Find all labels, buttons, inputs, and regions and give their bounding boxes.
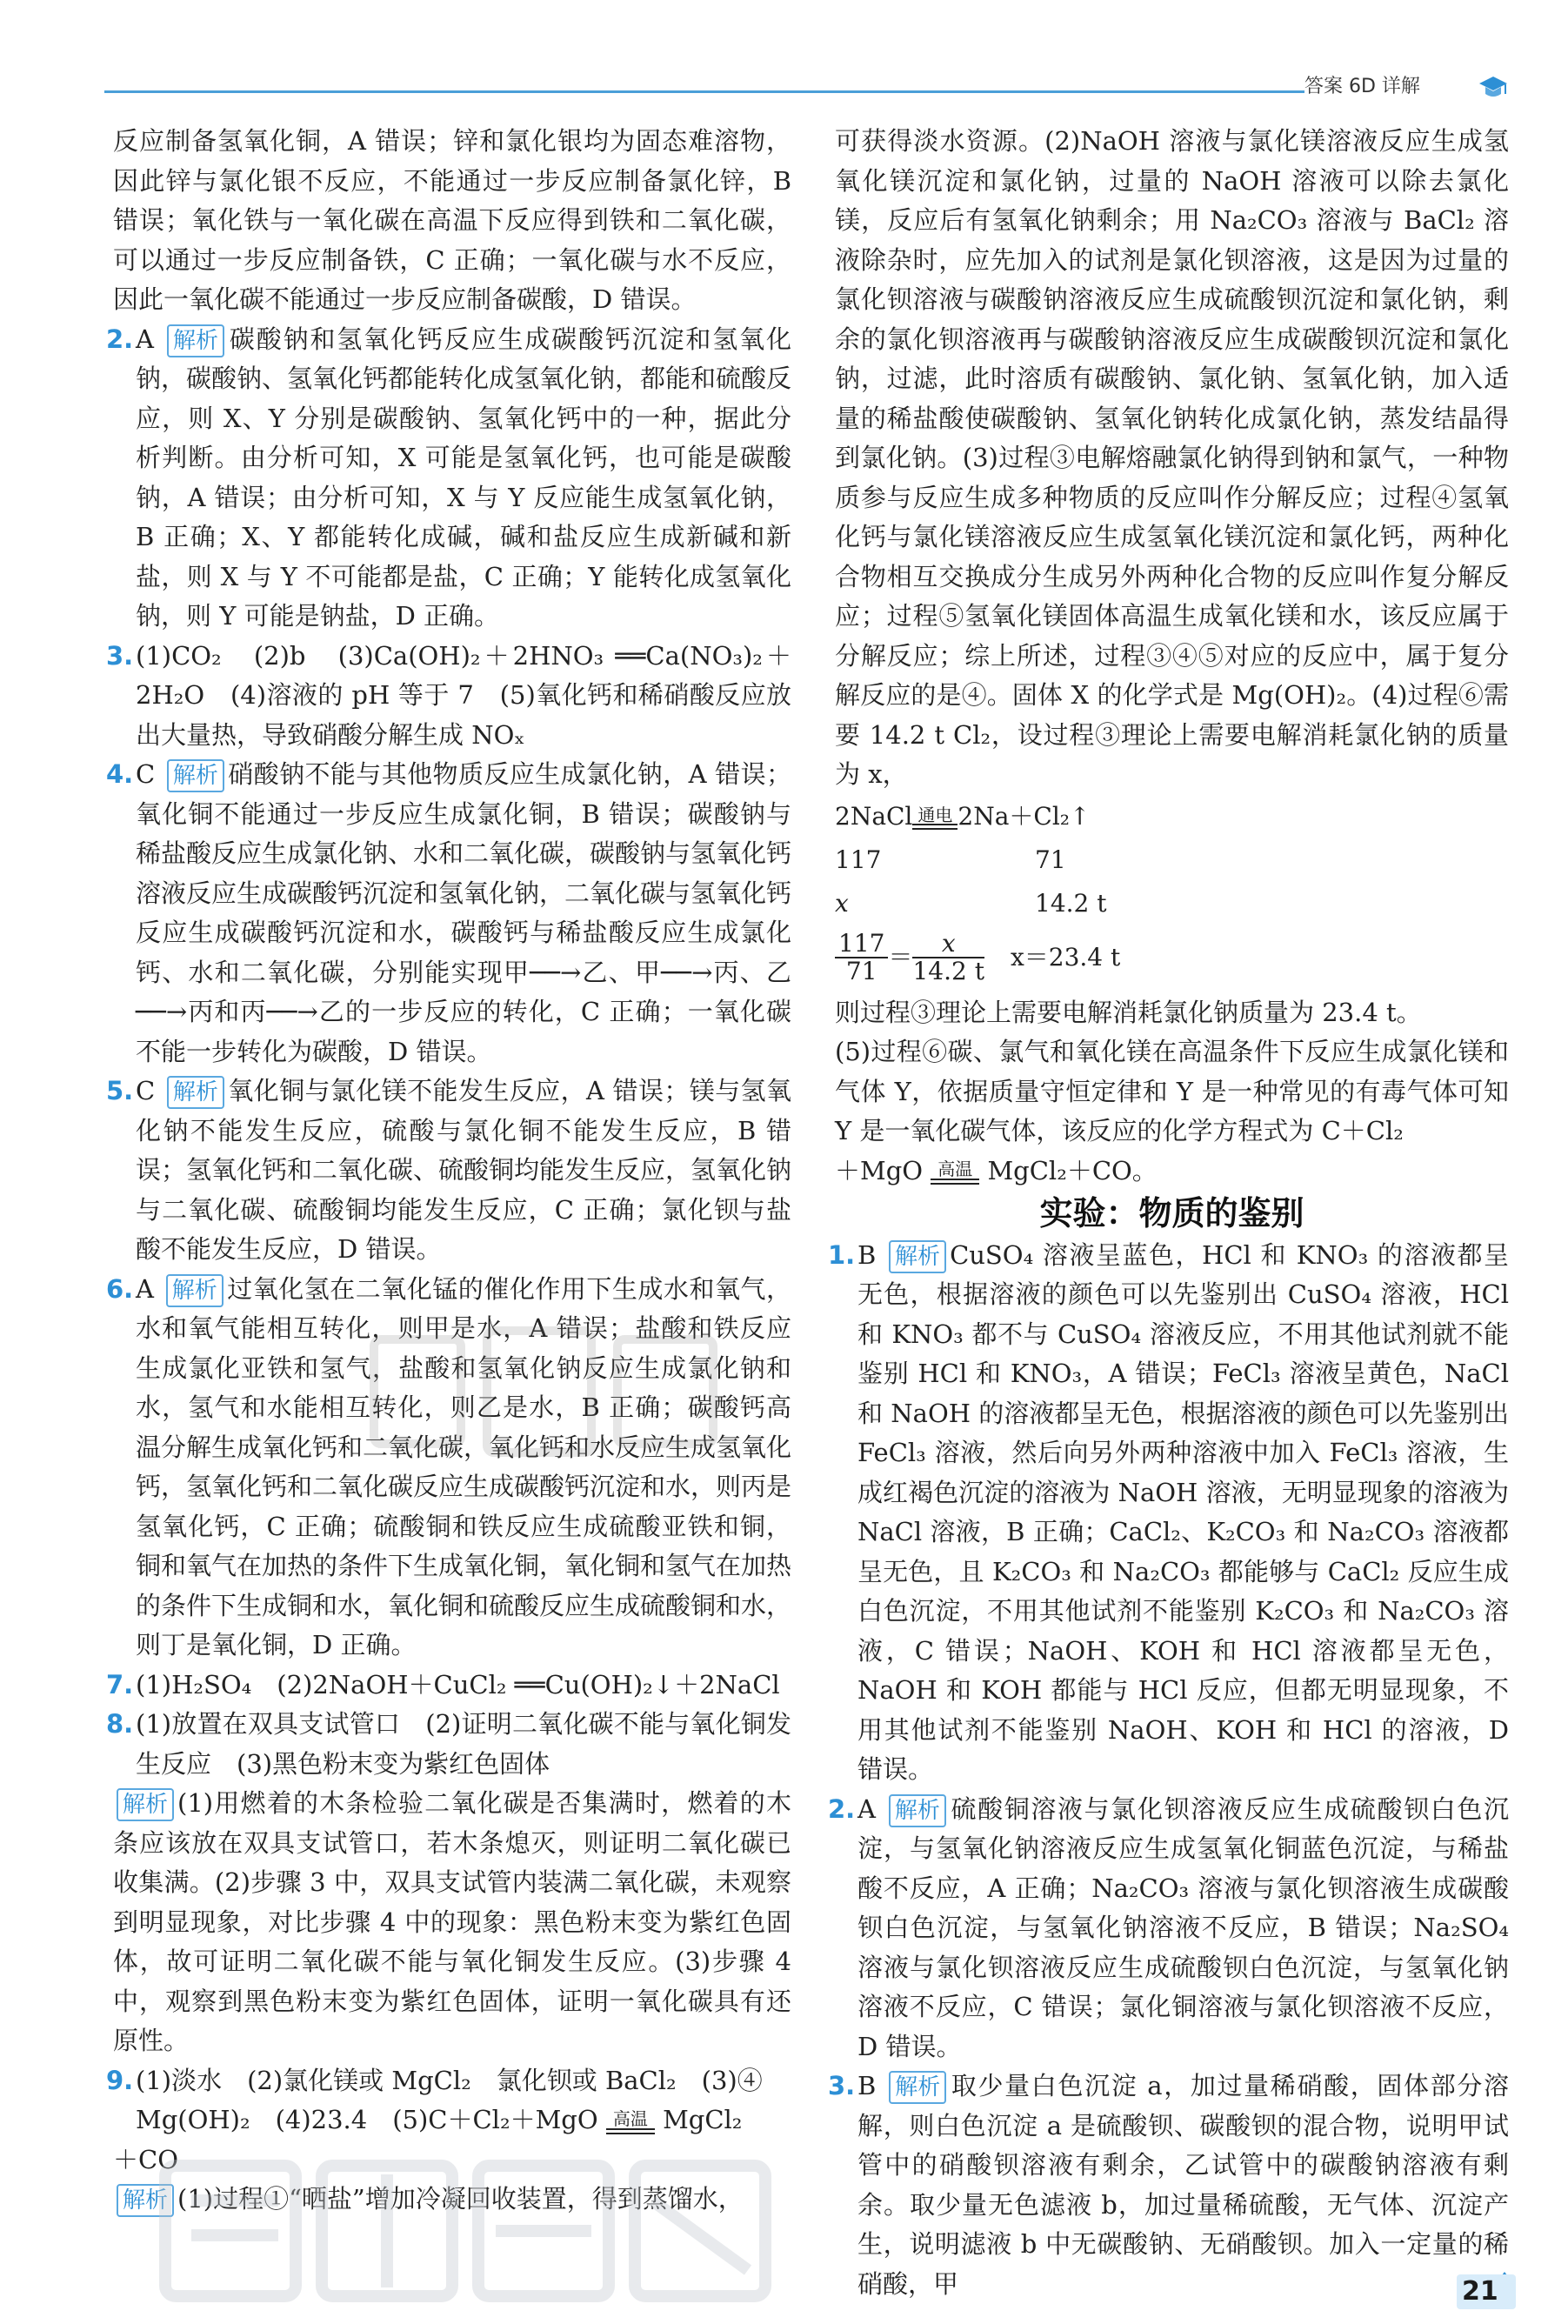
question-number: 8. xyxy=(106,1709,134,1739)
analysis-text: 氧化铜与氯化镁不能发生反应，A 错误；镁与氢氧化钠不能发生反应，硫酸与氯化铜不能发生反应，B 错误；氢氧化钙和二氧化碳、硫酸铜均能发生反应，氢氧化钠与二氧化碳、硫酸铜均能发生反应，C 正确；氯化钡与盐酸不能发生反应，D 错误。 xyxy=(136,1076,792,1264)
mass-value: 117 xyxy=(835,845,882,874)
analysis-tag: 解析 xyxy=(889,1240,946,1273)
question-number: 7. xyxy=(106,1669,134,1700)
answer-letter: A xyxy=(136,324,154,354)
reaction-condition: 高温 xyxy=(612,2107,648,2129)
products: 2Na＋Cl₂↑ xyxy=(957,801,1091,831)
analysis-text: 碳酸钠和氢氧化钙反应生成碳酸钙沉淀和氢氧化钠，碳酸钠、氢氧化钙都能转化成氢氧化钠，都能和硫酸反应，则 X、Y 分别是碳酸钠、氢氧化钙中的一种，据此分析判断。由分析可知，X 可能是氢氧化钙，也可能是碳酸钠，A 错误；由分析可知，X 与 Y 反应能生成氢氧化钠，B 正确；X、Y 都能转化成碱，碱和盐反应生成新碱和新盐，则 X 与 Y 不可能都是盐，C 正确；Y 能转化成氢氧化钠，则 Y 可能是钠盐，D 正确。 xyxy=(136,324,792,631)
question-5 xyxy=(106,1072,792,1270)
header-rule xyxy=(104,90,1304,93)
products: MgCl₂＋CO。 xyxy=(987,1155,1158,1185)
question-8-analysis xyxy=(113,1784,791,2061)
denominator: 14.2 t xyxy=(912,956,984,985)
analysis-tag: 解析 xyxy=(889,2071,946,2104)
equation-arrow xyxy=(912,806,957,830)
answer-text: MgCl₂ xyxy=(663,2105,743,2134)
question-8 xyxy=(106,1705,791,1784)
reactant: 2NaCl xyxy=(835,801,913,831)
right-para-3 xyxy=(835,1032,1509,1152)
reaction-condition: 通电 xyxy=(917,804,953,825)
question-number: 4. xyxy=(106,759,134,789)
header-title: 答案 6D 详解 xyxy=(1304,76,1420,97)
page-number: 21 xyxy=(1457,2274,1516,2309)
reactant: ＋MgO xyxy=(835,1155,924,1185)
right-para-2: 则过程③理论上需要电解消耗氯化钠质量为 23.4 t。 xyxy=(835,997,1422,1027)
answer-letter: A xyxy=(136,1273,154,1304)
question-2 xyxy=(106,320,792,637)
answer-letter: C xyxy=(136,759,156,789)
right-column xyxy=(828,122,1509,2304)
exp-question-3 xyxy=(828,2067,1509,2304)
exp-question-1 xyxy=(828,1236,1509,1790)
mass-value: 71 xyxy=(1035,845,1066,874)
equation-arrow xyxy=(606,2109,655,2134)
analysis-tag: 解析 xyxy=(167,324,224,357)
analysis-tag: 解析 xyxy=(117,2184,174,2217)
mass-value: x xyxy=(835,888,849,918)
answer-letter: C xyxy=(136,1076,156,1105)
answer-text: (1)H₂SO₄ (2)2NaOH＋CuCl₂ ══Cu(OH)₂↓＋2NaCl xyxy=(136,1669,780,1700)
analysis-text: 取少量白色沉淀 a，加过量稀硝酸，固体部分溶解，则白色沉淀 a 是硫酸钡、碳酸钡的混合物，说明甲试管中的硝酸钡溶液有剩余，乙试管中的碳酸钠溶液有剩余。取少量无色滤液 b，加过量稀硫酸，无气体、沉淀产生，说明滤液 b 中无碳酸钠、无硝酸钡。加入一定量的稀硝酸，甲 xyxy=(857,2071,1509,2299)
answer-text: (1)CO₂ (2)b (3)Ca(OH)₂＋2HNO₃ ══Ca(NO₃)₂＋2H₂O (4)溶液的 pH 等于 7 (5)氧化钙和稀硝酸反应放出大量热，导致硝酸分解生成 NOₓ xyxy=(136,640,791,750)
proportion: $\frac{117}{71}$ ＝ $\frac{x}{14.2 t}$ x＝23.4 t xyxy=(835,931,1509,985)
analysis-tag: 解析 xyxy=(167,759,224,792)
question-number: 6. xyxy=(106,1273,134,1304)
analysis-text: 过氧化氢在二氧化锰的催化作用下生成水和氧气，水和氧气能相互转化，则甲是水，A 错误；盐酸和铁反应生成氯化亚铁和氢气，盐酸和氢氧化钠反应生成氯化钠和水，氢气和水能相互转化，则乙是水，B 正确；碳酸钙高温分解生成氧化钙和二氧化碳，氧化钙和水反应生成氢氧化钙，氢氧化钙和二氧化碳反应生成碳酸钙沉淀和水，则丙是氢氧化钙，C 正确；硫酸铜和铁反应生成硫酸亚铁和铜，铜和氧气在加热的条件下生成氧化铜，氧化铜和氢气在加热的条件下生成铜和水，氧化铜和硫酸反应生成硫酸铜和水，则丁是氧化铜，D 正确。 xyxy=(136,1273,792,1660)
question-9 xyxy=(106,2061,791,2101)
numerator: 117 xyxy=(835,931,888,958)
answer-text: (1)淡水 (2)氯化镁或 MgCl₂ 氯化钡或 BaCl₂ (3)④ xyxy=(136,2065,763,2095)
exp-question-2 xyxy=(828,1790,1509,2067)
analysis-text: 硫酸铜溶液与氯化钡溶液反应生成硫酸钡白色沉淀，与氢氧化钠溶液反应生成氢氧化铜蓝色沉淀，与稀盐酸不反应，A 正确；Na₂CO₃ 溶液与氯化钡溶液生成碳酸钡白色沉淀，与氢氧化钠溶液不反应，B 错误；Na₂SO₄ 溶液与氯化钡溶液反应生成硫酸钡白色沉淀，与氢氧化钠溶液不反应，C 错误；氯化铜溶液与氯化钡溶液不反应，D 错误。 xyxy=(857,1793,1509,2061)
graduation-cap-icon xyxy=(1478,73,1508,103)
analysis-tag: 解析 xyxy=(166,1274,224,1307)
solution: x＝23.4 t xyxy=(1010,942,1121,972)
question-number: 3. xyxy=(828,2071,856,2100)
equals-sign xyxy=(606,2128,655,2134)
question-number: 5. xyxy=(106,1076,134,1105)
question-number: 9. xyxy=(106,2065,134,2095)
watermark-stamp-icon xyxy=(365,1305,731,1479)
right-para-1: 可获得淡水资源。(2)NaOH 溶液与氯化镁溶液反应生成氢氧化镁沉淀和氯化钠，过量的 NaOH 溶液可以除去氯化镁，反应后有氢氧化钠剩余；用 Na₂CO₃ 溶液与 BaCl₂ 溶液除杂时，应先加入的试剂是氯化钡溶液，这是因为过量的氯化钡溶液与碳酸钠溶液反应生成硫酸钡沉淀和氯化钠，剩余的氯化钡溶液再与碳酸钠溶液反应生成碳酸钡沉淀和氯化钠，过滤，此时溶质有碳酸钠、氯化钠、氢氧化钠，加入适量的稀盐酸使碳酸钠、氢氧化钠转化成氯化钠，蒸发结晶得到氯化钠。(3)过程③电解熔融氯化钠得到钠和氯气，一种物质参与反应生成多种物质的反应叫作分解反应；过程④氢氧化钙与氯化镁溶液反应生成氢氧化镁沉淀和氯化钙，两种化合物相互交换成分生成另外两种化合物的反应叫作复分解反应；过程⑤氢氧化镁固体高温生成氧化镁和水，该反应属于分解反应；综上所述，过程③④⑤对应的反应中，属于复分解反应的是④。固体 X 的化学式是 Mg(OH)₂。(4)过程⑥需要 14.2 t Cl₂，设过程③理论上需要电解消耗氯化钠的质量为 x， xyxy=(835,126,1509,789)
analysis-text: CuSO₄ 溶液呈蓝色，HCl 和 KNO₃ 的溶液都呈无色，根据溶液的颜色可以先鉴别出 CuSO₄ 溶液，HCl 和 KNO₃ 都不与 CuSO₄ 溶液反应，不用其他试剂就不能鉴别 HCl 和 KNO₃，A 错误；FeCl₃ 溶液呈黄色，NaCl 和 NaOH 的溶液都呈无色，根据溶液的颜色可以先鉴别出 FeCl₃ 溶液，然后向另外两种溶液中加入 FeCl₃ 溶液，生成红褐色沉淀的溶液为 NaOH 溶液，无明显现象的溶液为 NaCl 溶液，B 正确；CaCl₂、K₂CO₃ 和 Na₂CO₃ 溶液都呈无色，且 K₂CO₃ 和 Na₂CO₃ 都能够与 CaCl₂ 反应生成白色沉淀，不用其他试剂不能鉴别 K₂CO₃ 和 Na₂CO₃ 溶液，C 错误；NaOH、KOH 和 HCl 溶液都呈无色，NaOH 和 KOH 都能与 HCl 反应，但都无明显现象，不用其他试剂不能鉴别 NaOH、KOH 和 HCl 的溶液，D 错误。 xyxy=(857,1239,1509,1784)
question-number: 1. xyxy=(828,1239,856,1270)
equals-sign xyxy=(931,1179,979,1185)
mass-row-1 xyxy=(835,838,1509,882)
analysis-text: 硝酸钠不能与其他物质反应生成氯化钠，A 错误；氧化铜不能通过一步反应生成氯化铜，B 错误；碳酸钠与稀盐酸反应生成氯化钠、水和二氧化碳，碳酸钠与氢氧化钙溶液反应生成碳酸钙沉淀和氢氧化钠，二氧化碳与氢氧化钙反应生成碳酸钙沉淀和水，碳酸钙与稀盐酸反应生成氯化钙、水和二氧化碳，分别能实现甲──→乙、甲──→丙、乙──→丙和丙──→乙的一步反应的转化，C 正确；一氧化碳不能一步转化为碳酸，D 错误。 xyxy=(136,759,792,1066)
answer-text: Mg(OH)₂ (4)23.4 (5)C＋Cl₂＋MgO xyxy=(136,2105,598,2134)
question-9-line-2 xyxy=(113,2100,791,2140)
numerator: x xyxy=(912,931,984,958)
reaction-condition: 高温 xyxy=(937,1159,973,1179)
equation-arrow xyxy=(931,1159,979,1185)
analysis-tag: 解析 xyxy=(167,1076,224,1109)
mass-value: 14.2 t xyxy=(1035,888,1107,918)
fraction xyxy=(835,928,888,985)
question-9-line-3: ＋CO xyxy=(113,2144,178,2174)
question-number: 3. xyxy=(106,640,134,671)
analysis-tag: 解析 xyxy=(117,1788,174,1821)
mass-row-2 xyxy=(835,882,1509,925)
left-column xyxy=(106,122,792,2220)
left-para-1: 反应制备氢氧化铜，A 错误；锌和氯化银均为固态难溶物，因此锌与氯化银不反应，不能通过一步反应制备氯化锌，B 错误；氧化铁与一氧化碳在高温下反应得到铁和二氧化碳，可以通过一步反应制备铁，C 正确；一氧化碳与水不反应，因此一氧化碳不能通过一步反应制备碳酸，D 错误。 xyxy=(113,126,791,314)
answer-letter: B xyxy=(857,1239,877,1270)
analysis-text: (1)过程①“晒盐”增加冷凝回收装置，得到蒸馏水， xyxy=(177,2184,744,2214)
right-equation-final xyxy=(835,1152,1509,1192)
section-title: 实验：物质的鉴别 xyxy=(1039,1194,1304,1232)
watermark-logo-icon xyxy=(157,2148,783,2314)
analysis-text: (1)用燃着的木条检验二氧化碳是否集满时，燃着的木条应该放在双具支试管口，若木条熄灭，则证明二氧化碳已收集满。(2)步骤 3 中，双具支试管内装满二氧化碳，未观察到明显现象，对比步骤 4 中的现象：黑色粉末变为紫红色固体，故可证明二氧化碳不能与氧化铜发生反应。(3)步骤 4 中，观察到黑色粉末变为紫红色固体，证明一氧化碳具有还原性。 xyxy=(113,1788,791,2055)
equation-line xyxy=(835,795,1509,838)
question-4 xyxy=(106,755,792,1072)
answer-letter: A xyxy=(857,1793,876,1824)
denominator: 71 xyxy=(845,956,877,985)
analysis-tag: 解析 xyxy=(889,1794,946,1827)
question-number: 2. xyxy=(106,324,134,354)
analysis-text: (5)过程⑥碳、氯气和氧化镁在高温条件下反应生成氯化镁和气体 Y，依据质量守恒定律和 Y 是一种常见的有毒气体可知 Y 是一氧化碳气体，该反应的化学方程式为 C＋Cl₂ xyxy=(835,1037,1509,1145)
question-3 xyxy=(106,637,791,756)
question-7 xyxy=(106,1666,791,1706)
question-number: 2. xyxy=(828,1793,856,1824)
answer-letter: B xyxy=(857,2071,877,2100)
answer-text: (1)放置在双具支试管口 (2)证明二氧化碳不能与氧化铜发生反应 (3)黑色粉末变为紫红色固体 xyxy=(136,1709,791,1779)
fraction xyxy=(912,928,984,985)
